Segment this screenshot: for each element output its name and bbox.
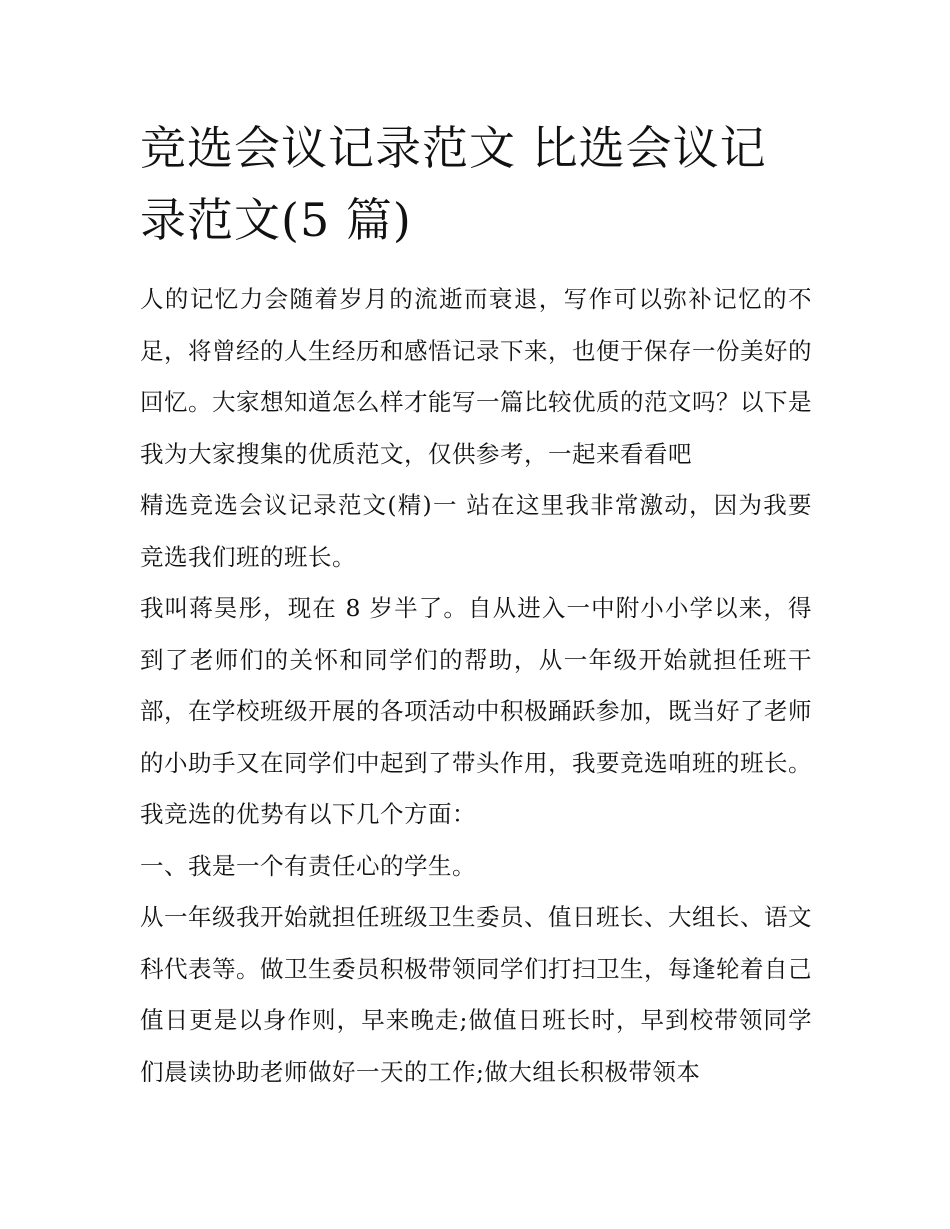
paragraph-point-one-detail: 从一年级我开始就担任班级卫生委员、值日班长、大组长、语文科代表等。做卫生委员积极带领同学们打扫卫生，每逢轮着自己值日更是以身作则，早来晚走;做值日班长时，早到校带领同学们晨读协助老师做好一天的工作;做大组长积极带领本 [140, 903, 812, 1086]
paragraph-intro: 人的记忆力会随着岁月的流逝而衰退，写作可以弥补记忆的不足，将曾经的人生经历和感悟记录下来，也便于保存一份美好的回忆。大家想知道怎么样才能写一篇比较优质的范文吗？以下是我为大家搜集的优质范文，仅供参考，一起来看看吧 [140, 285, 812, 468]
paragraph-point-one-heading: 一、我是一个有责任心的学生。 [140, 851, 476, 880]
paragraph-self-introduction: 我叫蒋昊彤，现在 8 岁半了。自从进入一中附小小学以来，得到了老师们的关怀和同学们的帮助，从一年级开始就担任班干部，在学校班级开展的各项活动中积极踊跃参加，既当好了老师的小助手又在同学们中起到了带头作用，我要竞选咱班的班长。我竞选的优势有以下几个方面： [140, 594, 812, 828]
paragraph-speech-opening: 精选竞选会议记录范文(精)一 站在这里我非常激动，因为我要竞选我们班的班长。 [140, 491, 812, 571]
document-page [140, 112, 812, 1098]
document-title: 竞选会议记录范文 比选会议记录范文(5 篇) [140, 121, 767, 247]
